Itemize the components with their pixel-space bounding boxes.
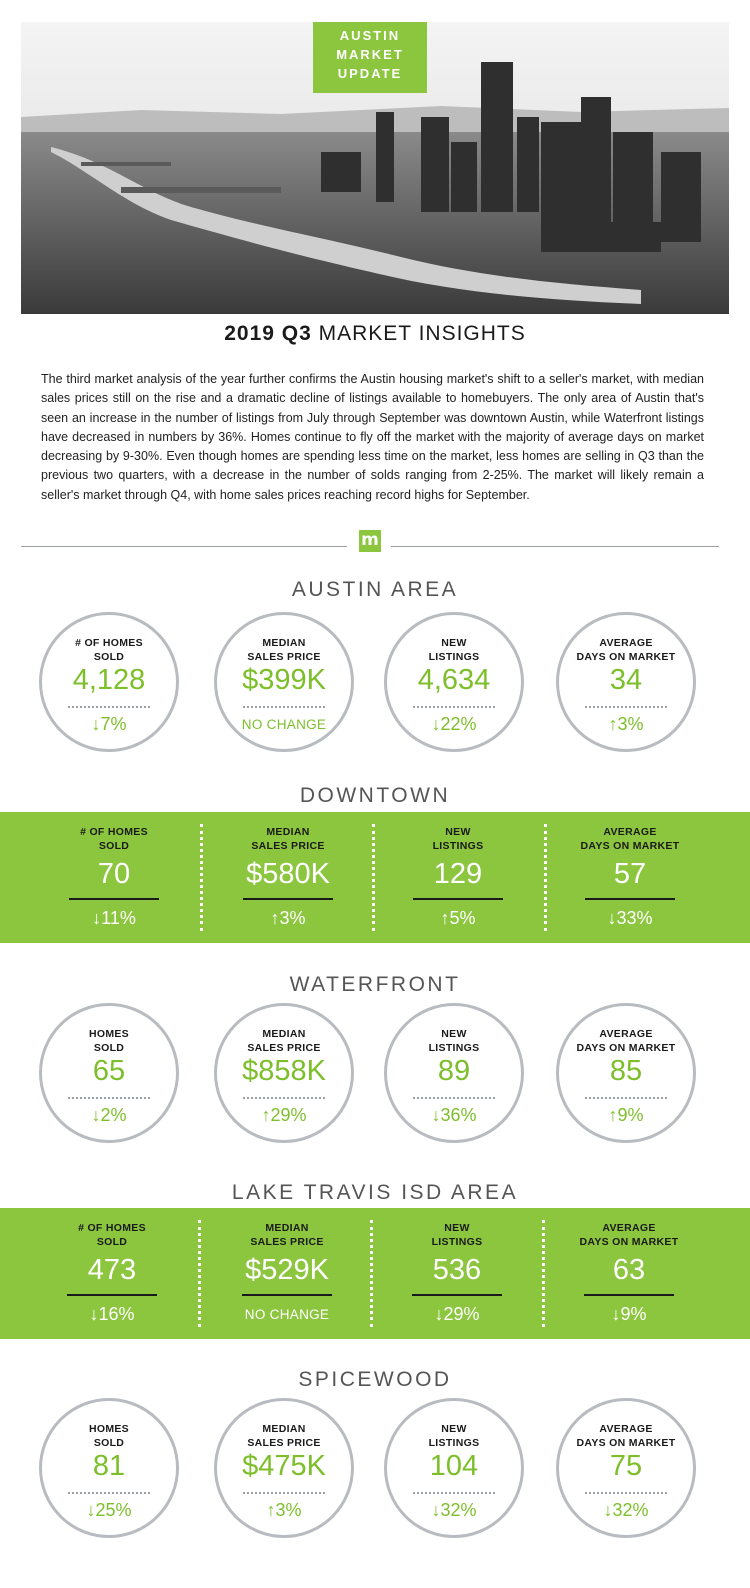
section-title-waterfront: WATERFRONT [289,973,461,996]
stat-label: MEDIAN [262,1423,306,1435]
stat-waterfront-days-on-market [556,1003,696,1143]
stat-austin-homes-sold [39,612,179,752]
stat-label: HOMES [88,1423,129,1435]
stat-value: 70 [97,858,131,890]
stat-value: $858K [242,1055,326,1087]
stat-change: ↓29% [434,1304,480,1324]
section-title-spicewood: SPICEWOOD [298,1368,452,1391]
stat-label: AVERAGE [599,1028,653,1040]
stat-label: LISTINGS [432,839,484,852]
stat-value: 104 [429,1450,479,1482]
stat-label: SALES PRICE [250,1235,324,1248]
solid-divider [243,898,333,900]
stat-waterfront-median-price [214,1003,354,1143]
stat-value: $399K [242,664,326,696]
stat-downtown-homes-sold [34,812,194,943]
stat-label: # OF HOMES [78,1222,146,1234]
stat-value: 75 [609,1450,643,1482]
stat-value: 89 [437,1055,471,1087]
stat-value: 536 [432,1254,482,1286]
stat-label: LISTINGS [428,1041,480,1054]
stat-label: NEW [444,1222,470,1234]
dotted-separator [544,824,547,931]
brand-logo-icon: m [359,530,381,552]
solid-divider [585,898,675,900]
stat-label: # OF HOMES [80,826,148,838]
stat-change: ↓2% [91,1105,127,1125]
dotted-divider [68,706,150,708]
stat-change: ↓22% [431,714,477,734]
stat-label: LISTINGS [428,1436,480,1449]
dotted-separator [198,1220,201,1327]
stat-change: ↓33% [607,908,653,928]
stat-label: DAYS ON MARKET [576,1436,676,1449]
lake-travis-band [0,1208,750,1339]
stat-change: NO CHANGE [241,717,327,732]
stat-label: AVERAGE [603,826,657,838]
dotted-divider [68,1097,150,1099]
stat-label: MEDIAN [262,1028,306,1040]
solid-divider [413,898,503,900]
dotted-divider [585,1097,667,1099]
stat-laketravis-homes-sold [32,1208,192,1339]
stat-value: 63 [612,1254,646,1286]
stat-value: 85 [609,1055,643,1087]
stat-label: AVERAGE [599,637,653,649]
stat-label: NEW [441,1423,467,1435]
stat-laketravis-median-price [207,1208,367,1339]
stat-spicewood-days-on-market [556,1398,696,1538]
hero-image [21,22,729,314]
stat-label: DAYS ON MARKET [576,650,676,663]
dotted-divider [243,706,325,708]
solid-divider [242,1294,332,1296]
stat-value: 4,128 [72,664,146,696]
badge-line-1: AUSTIN [339,28,401,43]
stat-value: $529K [245,1254,329,1286]
dotted-separator [542,1220,545,1327]
dotted-divider [413,1492,495,1494]
section-title-downtown: DOWNTOWN [299,784,451,807]
stat-label: NEW [441,637,467,649]
stat-change: NO CHANGE [244,1307,330,1322]
stat-downtown-new-listings [378,812,538,943]
stat-laketravis-days-on-market [549,1208,709,1339]
stat-downtown-days-on-market [550,812,710,943]
dotted-separator [372,824,375,931]
stat-laketravis-new-listings [377,1208,537,1339]
stat-change: ↑3% [608,714,644,734]
stat-change: ↓32% [431,1500,477,1520]
stat-waterfront-homes-sold [39,1003,179,1143]
stat-label: SALES PRICE [251,839,325,852]
stat-label: DAYS ON MARKET [579,1235,679,1248]
stat-austin-new-listings [384,612,524,752]
stat-label: SALES PRICE [247,1436,321,1449]
stat-label: DAYS ON MARKET [576,1041,676,1054]
downtown-band [0,812,750,943]
badge-line-3: UPDATE [337,66,403,81]
stat-label: AVERAGE [599,1423,653,1435]
insights-body: The third market analysis of the year further confirms the Austin housing market's shift to a seller's market, with median sales prices still on the rise and a dramatic decline of listings available to homebuyers. The only area of Austin that's seen an increase in the number of listings from July through September was downtown Austin, while Waterfront listings have decreased in numbers by 36%. Homes continue to fly off the market with the majority of average days on market decreasing by 9-30%. Even though homes are spending less time on the market, less homes are selling in Q3 than the previous two quarters, with a decrease in the number of solds ranging from 2-25%. The market will likely remain a seller's market through Q4, with home sales prices reaching record highs for September. [41,372,704,502]
stat-value: $475K [242,1450,326,1482]
insights-title-rest: MARKET INSIGHTS [311,322,526,345]
section-title-lake-travis: LAKE TRAVIS ISD AREA [231,1181,519,1204]
solid-divider [412,1294,502,1296]
stat-label: HOMES [88,1028,129,1040]
stat-spicewood-new-listings [384,1398,524,1538]
stat-change: ↓25% [86,1500,132,1520]
stat-austin-median-price [214,612,354,752]
stat-change: ↑29% [261,1105,307,1125]
divider-left [21,546,347,547]
dotted-separator [370,1220,373,1327]
stat-downtown-median-price [208,812,368,943]
stat-value: 473 [87,1254,137,1286]
dotted-divider [243,1097,325,1099]
stat-label: LISTINGS [428,650,480,663]
stat-value: 4,634 [417,664,491,696]
stat-change: ↑3% [266,1500,302,1520]
dotted-divider [243,1492,325,1494]
badge-line-2: MARKET [336,47,404,62]
market-update-badge [313,22,427,93]
dotted-divider [68,1492,150,1494]
stat-label: DAYS ON MARKET [580,839,680,852]
stat-value: 34 [609,664,643,696]
solid-divider [69,898,159,900]
stat-label: SALES PRICE [247,1041,321,1054]
stat-value: 129 [433,858,483,890]
stat-spicewood-median-price [214,1398,354,1538]
stat-spicewood-homes-sold [39,1398,179,1538]
stat-label: SALES PRICE [247,650,321,663]
divider-right [391,546,719,547]
stat-change: ↓16% [89,1304,135,1324]
stat-label: AVERAGE [602,1222,656,1234]
solid-divider [584,1294,674,1296]
stat-label: # OF HOMES [75,637,143,649]
stat-label: NEW [445,826,471,838]
stat-label: SOLD [98,839,130,852]
stat-austin-days-on-market [556,612,696,752]
stat-label: MEDIAN [262,637,306,649]
stat-change: ↑9% [608,1105,644,1125]
stat-label: SOLD [93,1436,125,1449]
insights-title [0,322,750,346]
dotted-divider [413,1097,495,1099]
stat-label: LISTINGS [431,1235,483,1248]
dotted-divider [585,706,667,708]
stat-change: ↓32% [603,1500,649,1520]
solid-divider [67,1294,157,1296]
stat-change: ↓7% [91,714,127,734]
stat-label: NEW [441,1028,467,1040]
stat-change: ↓11% [92,908,136,928]
stat-value: 57 [613,858,647,890]
stat-change: ↓9% [611,1304,647,1324]
dotted-separator [200,824,203,931]
stat-label: MEDIAN [265,1222,309,1234]
stat-waterfront-new-listings [384,1003,524,1143]
stat-change: ↑5% [440,908,476,928]
section-title-austin: AUSTIN AREA [291,578,459,601]
insights-title-bold: 2019 Q3 [224,322,312,345]
stat-label: SOLD [96,1235,128,1248]
stat-value: 81 [92,1450,126,1482]
stat-label: SOLD [93,1041,125,1054]
dotted-divider [413,706,495,708]
dotted-divider [585,1492,667,1494]
stat-change: ↓36% [431,1105,477,1125]
stat-label: SOLD [93,650,125,663]
stat-change: ↑3% [270,908,306,928]
stat-value: 65 [92,1055,126,1087]
stat-label: MEDIAN [266,826,310,838]
stat-value: $580K [246,858,330,890]
